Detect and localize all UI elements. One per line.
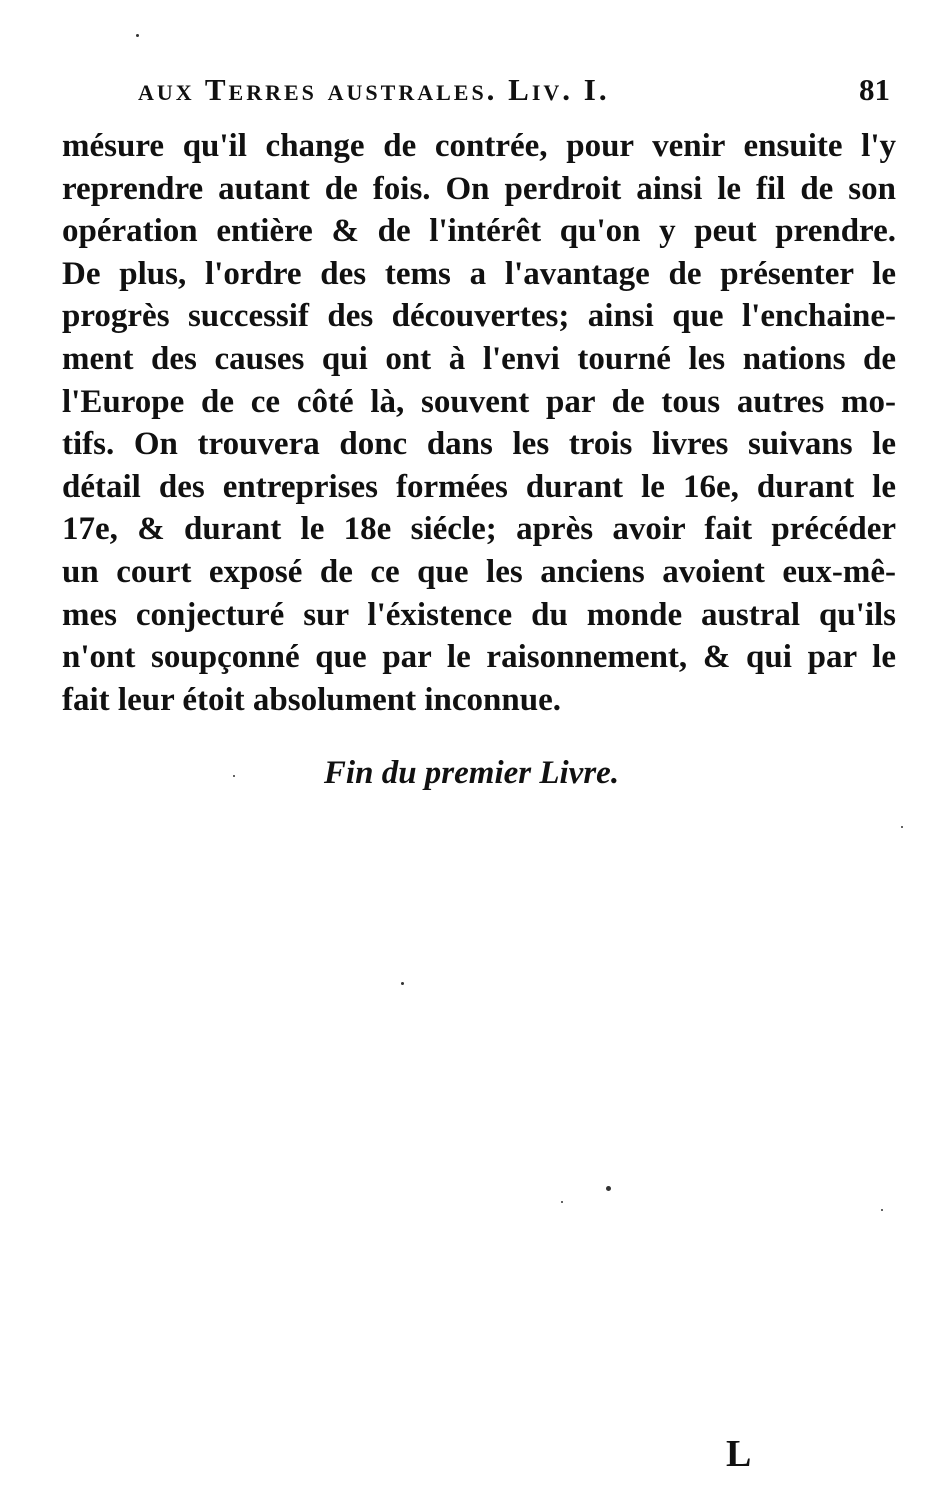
scan-speck [901, 826, 903, 828]
text-line-last: fait leur étoit absolument inconnue. [62, 681, 561, 718]
scan-speck [401, 982, 404, 985]
scan-speck [233, 775, 235, 777]
text-line: ment des causes qui ont à l'envi tourné les nations de [62, 340, 896, 377]
scan-speck [881, 1209, 883, 1211]
end-of-book-note: Fin du premier Livre. [323, 755, 620, 791]
text-line: mésure qu'il change de contrée, pour venir ensuite l'y [62, 128, 896, 164]
text-line: l'Europe de ce côté là, souvent par de tous autres mo- [62, 383, 896, 420]
text-line: reprendre autant de fois. On perdroit ainsi le fil de son [62, 170, 896, 207]
text-line: 17e, & durant le 18e siécle; après avoir fait précéder [62, 511, 896, 548]
scan-speck [136, 34, 139, 37]
text-line: détail des entreprises formées durant le 16e, durant le [62, 468, 896, 505]
text-line: un court exposé de ce que les anciens avoient eux-mê- [62, 553, 896, 590]
scan-speck [561, 1201, 563, 1203]
running-head-title: aux Terres australes. Liv. I. [138, 72, 610, 107]
signature-mark: L [726, 1433, 752, 1475]
text-line: De plus, l'ordre des tems a l'avantage de présenter le [62, 255, 896, 292]
running-head [138, 72, 890, 112]
scan-speck [606, 1186, 611, 1191]
text-line: tifs. On trouvera donc dans les trois livres suivans le [62, 426, 896, 463]
text-line: opération entière & de l'intérêt qu'on y peut prendre. [62, 213, 896, 250]
text-line: mes conjecturé sur l'éxistence du monde austral qu'ils [62, 596, 896, 633]
body-paragraph [62, 125, 896, 721]
page-number: 81 [859, 72, 890, 107]
text-line: n'ont soupçonné que par le raisonnement, & qui par le [62, 639, 896, 676]
text-line: progrès successif des découvertes; ainsi que l'enchaine- [62, 298, 896, 335]
